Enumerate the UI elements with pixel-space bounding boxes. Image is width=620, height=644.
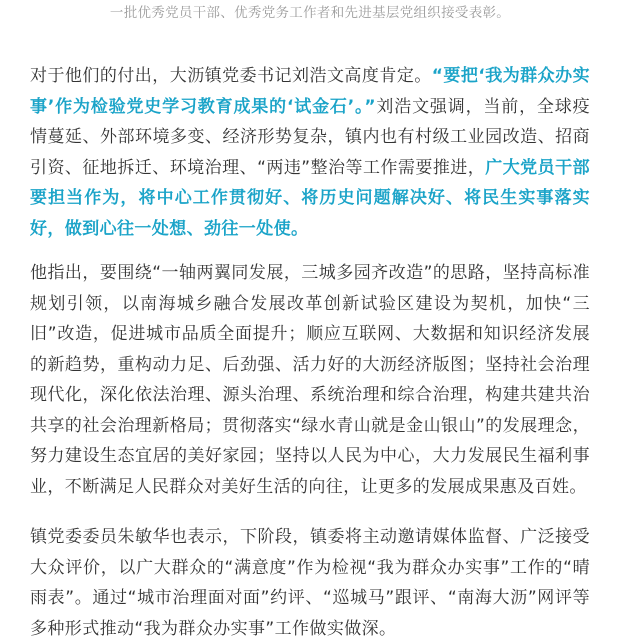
- paragraph-1-highlight-quote: “要把‘我为群众办实事’作为检验党史学习教育成果的‘试金石’。”: [30, 66, 590, 117]
- paragraph-1-text-a: 对于他们的付出，大沥镇党委书记刘浩文高度肯定。: [30, 66, 432, 86]
- image-caption: 一批优秀党员干部、优秀党务工作者和先进基层党组织接受表彰。: [109, 5, 511, 21]
- article-paragraph-2: 他指出，要围绕“一轴两翼同发展，三城多园齐改造”的思路，坚持高标准规划引领，以南海城乡融合发展改革创新试验区建设为契机，加快“三旧”改造，促进城市品质全面提升；顺应互联网、大数据和知识经济发展的新趋势，重构动力足、后劲强、活力好的大沥经济版图；坚持社会治理现代化，深化依法治理、源头治理、系统治理和综合治理，构建共建共治共享的社会治理新格局；贯彻落实“绿水青山就是金山银山”的发展理念，努力建设生态宜居的美好家园；坚持以人民为中心，大力发展民生福利事业，不断满足人民群众对美好生活的向往，让更多的发展成果惠及百姓。: [30, 263, 590, 497]
- paragraph-1-text-b: 刘浩文强调，当前，全球疫情蔓延、外部环境多变、经济形势复杂，镇内也有村级工业园改造、招商引资、征地拆迁、环境治理、“两违”整治等工作需要推进，: [30, 96, 590, 178]
- article-paragraph-1: [30, 61, 590, 244]
- article-paragraph-3: 镇党委委员朱敏华也表示，下阶段，镇委将主动邀请媒体监督、广泛接受大众评价，以广大群众的“满意度”作为检视“我为群众办实事”工作的“晴雨表”。通过“城市治理面对面”约评、“巡城马”跟评、“南海大沥”网评等多种形式推动“我为群众办实事”工作做实做深。: [30, 527, 590, 639]
- paragraph-1-highlight-call: 广大党员干部要担当作为，将中心工作贯彻好、将历史问题解决好、将民生实事落实好，做到心往一处想、劲往一处使。: [30, 157, 590, 239]
